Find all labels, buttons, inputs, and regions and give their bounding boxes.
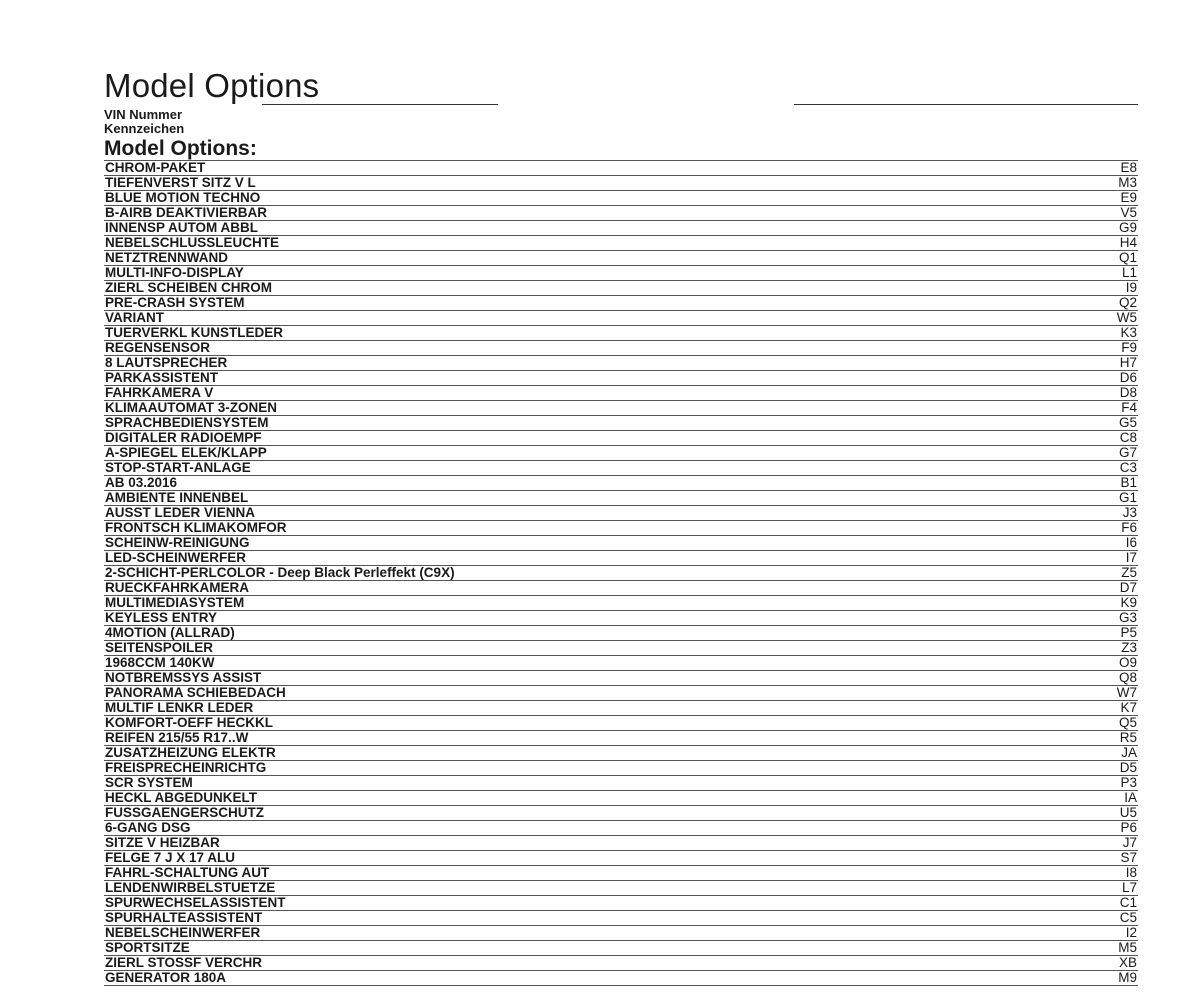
option-name: HECKL ABGEDUNKELT <box>105 791 258 805</box>
option-name: PARKASSISTENT <box>105 371 219 385</box>
option-code: D8 <box>1119 386 1137 400</box>
option-name: MULTIMEDIASYSTEM <box>105 596 245 610</box>
option-row <box>104 671 1138 686</box>
option-name: NETZTRENNWAND <box>105 251 228 265</box>
option-name: NOTBREMSSYS ASSIST <box>105 671 262 685</box>
option-code: I2 <box>1125 926 1137 940</box>
option-code: P3 <box>1120 776 1137 790</box>
option-row <box>104 611 1138 626</box>
option-row <box>104 641 1138 656</box>
option-name: KEYLESS ENTRY <box>105 611 218 625</box>
option-code: H4 <box>1119 236 1137 250</box>
option-name: CHROM-PAKET <box>105 161 206 175</box>
option-row <box>104 311 1138 326</box>
option-row <box>104 941 1138 956</box>
option-row <box>104 191 1138 206</box>
option-row <box>104 701 1138 716</box>
option-row <box>104 506 1138 521</box>
plate-label: Kennzeichen <box>104 121 185 136</box>
option-code: F4 <box>1121 401 1137 415</box>
option-name: FELGE 7 J X 17 ALU <box>105 851 236 865</box>
option-name: AMBIENTE INNENBEL <box>105 491 249 505</box>
option-name: LENDENWIRBELSTUETZE <box>105 881 276 895</box>
option-code: F9 <box>1121 341 1137 355</box>
option-code: I7 <box>1125 551 1137 565</box>
option-name: REIFEN 215/55 R17..W <box>105 731 249 745</box>
option-code: G3 <box>1118 611 1137 625</box>
option-row <box>104 926 1138 941</box>
option-row <box>104 236 1138 251</box>
option-row <box>104 746 1138 761</box>
option-name: MULTIF LENKR LEDER <box>105 701 254 715</box>
option-row <box>104 431 1138 446</box>
option-row <box>104 536 1138 551</box>
option-name: FUSSGAENGERSCHUTZ <box>105 806 265 820</box>
option-row <box>104 626 1138 641</box>
option-row <box>104 176 1138 191</box>
option-row <box>104 251 1138 266</box>
option-code: J7 <box>1122 836 1137 850</box>
option-row <box>104 776 1138 791</box>
option-code: I6 <box>1125 536 1137 550</box>
option-name: SCR SYSTEM <box>105 776 193 790</box>
option-code: B1 <box>1120 476 1137 490</box>
option-name: AUSST LEDER VIENNA <box>105 506 256 520</box>
option-row <box>104 296 1138 311</box>
option-name: KOMFORT-OEFF HECKKL <box>105 716 273 730</box>
option-row <box>104 371 1138 386</box>
option-code: W5 <box>1116 311 1137 325</box>
option-code: Q5 <box>1118 716 1137 730</box>
option-row <box>104 761 1138 776</box>
option-code: K3 <box>1120 326 1137 340</box>
option-name: ZIERL STOSSF VERCHR <box>105 956 263 970</box>
option-row <box>104 161 1138 176</box>
option-name: SEITENSPOILER <box>105 641 214 655</box>
option-code: L1 <box>1121 266 1137 280</box>
option-name: REGENSENSOR <box>105 341 211 355</box>
option-name: VARIANT <box>105 311 164 325</box>
option-code: I9 <box>1125 281 1137 295</box>
option-name: TIEFENVERST SITZ V L <box>105 176 256 190</box>
option-code: E8 <box>1120 161 1137 175</box>
option-code: C8 <box>1119 431 1137 445</box>
option-code: S7 <box>1120 851 1137 865</box>
option-code: W7 <box>1116 686 1137 700</box>
option-row <box>104 221 1138 236</box>
section-heading: Model Options: <box>104 137 257 160</box>
options-list <box>104 160 1138 986</box>
option-code: H7 <box>1119 356 1137 370</box>
option-code: E9 <box>1120 191 1137 205</box>
option-name: B-AIRB DEAKTIVIERBAR <box>105 206 267 220</box>
option-name: PRE-CRASH SYSTEM <box>105 296 245 310</box>
option-code: XB <box>1118 956 1137 970</box>
option-name: MULTI-INFO-DISPLAY <box>105 266 244 280</box>
option-row <box>104 686 1138 701</box>
option-row <box>104 791 1138 806</box>
option-row <box>104 281 1138 296</box>
option-name: 8 LAUTSPRECHER <box>105 356 228 370</box>
option-code: G7 <box>1118 446 1137 460</box>
option-row <box>104 521 1138 536</box>
option-name: GENERATOR 180A <box>105 971 227 985</box>
option-row <box>104 551 1138 566</box>
option-name: FAHRKAMERA V <box>105 386 214 400</box>
option-row <box>104 341 1138 356</box>
option-name: AB 03.2016 <box>105 476 178 490</box>
option-row <box>104 911 1138 926</box>
option-row <box>104 326 1138 341</box>
option-row <box>104 971 1138 986</box>
option-row <box>104 896 1138 911</box>
option-name: FREISPRECHEINRICHTG <box>105 761 267 775</box>
option-row <box>104 566 1138 581</box>
option-code: Z5 <box>1121 566 1137 580</box>
option-name: FRONTSCH KLIMAKOMFOR <box>105 521 287 535</box>
option-code: JA <box>1121 746 1137 760</box>
option-code: R5 <box>1119 731 1137 745</box>
option-code: C3 <box>1119 461 1137 475</box>
option-row <box>104 866 1138 881</box>
option-row <box>104 851 1138 866</box>
option-name: ZIERL SCHEIBEN CHROM <box>105 281 273 295</box>
option-name: BLUE MOTION TECHNO <box>105 191 261 205</box>
option-code: D7 <box>1119 581 1137 595</box>
option-name: 4MOTION (ALLRAD) <box>105 626 235 640</box>
option-row <box>104 716 1138 731</box>
option-row <box>104 836 1138 851</box>
option-code: G1 <box>1118 491 1137 505</box>
option-name: KLIMAAUTOMAT 3-ZONEN <box>105 401 277 415</box>
option-name: ZUSATZHEIZUNG ELEKTR <box>105 746 276 760</box>
option-name: INNENSP AUTOM ABBL <box>105 221 259 235</box>
option-name: A-SPIEGEL ELEK/KLAPP <box>105 446 267 460</box>
option-name: DIGITALER RADIOEMPF <box>105 431 262 445</box>
option-row <box>104 401 1138 416</box>
option-code: U5 <box>1119 806 1137 820</box>
option-row <box>104 491 1138 506</box>
option-code: F6 <box>1121 521 1137 535</box>
option-name: NEBELSCHLUSSLEUCHTE <box>105 236 280 250</box>
option-code: IA <box>1124 791 1137 805</box>
option-name: STOP-START-ANLAGE <box>105 461 251 475</box>
option-code: Q1 <box>1118 251 1137 265</box>
option-code: Q8 <box>1118 671 1137 685</box>
option-code: I8 <box>1125 866 1137 880</box>
option-row <box>104 581 1138 596</box>
option-name: 6-GANG DSG <box>105 821 191 835</box>
option-code: D5 <box>1119 761 1137 775</box>
option-name: SPORTSITZE <box>105 941 190 955</box>
option-code: O9 <box>1118 656 1137 670</box>
option-row <box>104 731 1138 746</box>
option-code: P5 <box>1120 626 1137 640</box>
page-title: Model Options <box>104 67 320 104</box>
option-name: PANORAMA SCHIEBEDACH <box>105 686 286 700</box>
option-name: SPRACHBEDIENSYSTEM <box>105 416 269 430</box>
vin-label: VIN Nummer <box>104 107 183 122</box>
option-code: Q2 <box>1118 296 1137 310</box>
option-row <box>104 806 1138 821</box>
option-row <box>104 386 1138 401</box>
option-row <box>104 206 1138 221</box>
option-code: V5 <box>1120 206 1137 220</box>
option-code: Z3 <box>1121 641 1137 655</box>
option-name: SPURHALTEASSISTENT <box>105 911 263 925</box>
option-code: K9 <box>1120 596 1137 610</box>
option-name: FAHRL-SCHALTUNG AUT <box>105 866 270 880</box>
option-row <box>104 596 1138 611</box>
option-row <box>104 461 1138 476</box>
option-name: NEBELSCHEINWERFER <box>105 926 261 940</box>
option-code: M5 <box>1118 941 1137 955</box>
option-row <box>104 881 1138 896</box>
option-code: L7 <box>1121 881 1137 895</box>
option-row <box>104 266 1138 281</box>
option-name: RUECKFAHRKAMERA <box>105 581 249 595</box>
option-code: C5 <box>1119 911 1137 925</box>
option-code: G5 <box>1118 416 1137 430</box>
option-name: 1968CCM 140KW <box>105 656 215 670</box>
option-code: M3 <box>1118 176 1137 190</box>
option-row <box>104 356 1138 371</box>
option-name: 2-SCHICHT-PERLCOLOR - Deep Black Perleffekt (C9X) <box>105 566 455 580</box>
option-row <box>104 476 1138 491</box>
option-code: K7 <box>1120 701 1137 715</box>
option-row <box>104 821 1138 836</box>
title-underline-right <box>794 104 1138 105</box>
option-name: TUERVERKL KUNSTLEDER <box>105 326 284 340</box>
option-code: P6 <box>1120 821 1137 835</box>
option-row <box>104 656 1138 671</box>
option-row <box>104 416 1138 431</box>
option-name: SCHEINW-REINIGUNG <box>105 536 250 550</box>
option-name: LED-SCHEINWERFER <box>105 551 246 565</box>
option-code: D6 <box>1119 371 1137 385</box>
option-code: J3 <box>1122 506 1137 520</box>
option-name: SPURWECHSELASSISTENT <box>105 896 286 910</box>
option-code: M9 <box>1118 971 1137 985</box>
option-row <box>104 446 1138 461</box>
option-code: G9 <box>1118 221 1137 235</box>
option-name: SITZE V HEIZBAR <box>105 836 220 850</box>
option-code: C1 <box>1119 896 1137 910</box>
title-underline-left <box>262 104 498 105</box>
option-row <box>104 956 1138 971</box>
